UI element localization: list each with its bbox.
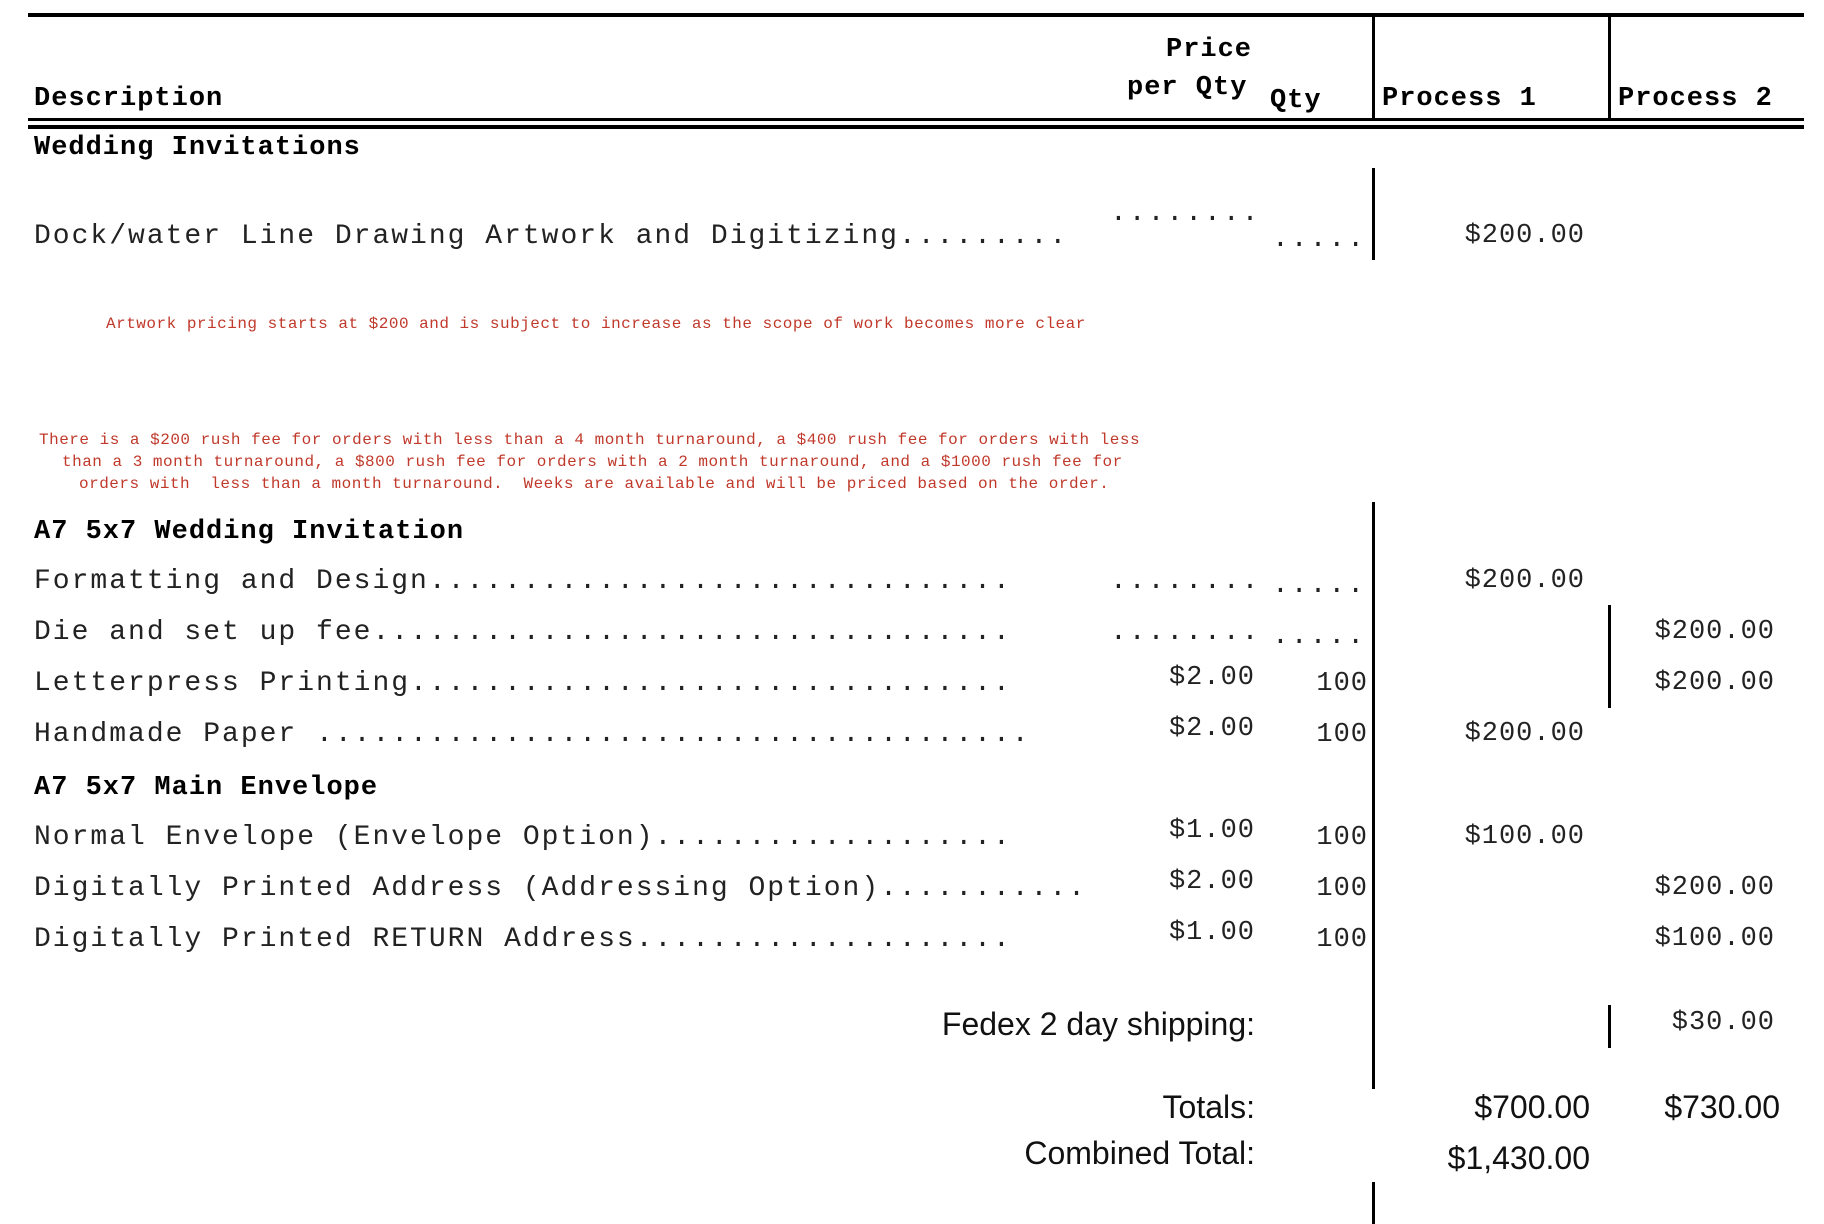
item-label-address: Digitally Printed Address (Addressing Option)........... xyxy=(34,873,1087,904)
section-heading-a7-envelope: A7 5x7 Main Envelope xyxy=(34,773,379,803)
column-header-price-line1: Price xyxy=(1166,35,1253,65)
top-rule xyxy=(28,13,1804,17)
shipping-label: Fedex 2 day shipping: xyxy=(941,1006,1255,1042)
item-price-return-address: $1.00 xyxy=(1168,918,1255,948)
column-header-process2: Process 2 xyxy=(1618,84,1773,114)
row-divider-bottom xyxy=(1372,1182,1375,1224)
section-heading-wedding-invitations: Wedding Invitations xyxy=(34,133,361,163)
row-divider-artwork xyxy=(1372,168,1375,260)
item-label-envelope: Normal Envelope (Envelope Option)................... xyxy=(34,822,1012,853)
item-price-address: $2.00 xyxy=(1168,867,1255,897)
item-process1-artwork: $200.00 xyxy=(1464,221,1585,251)
item-process1-envelope: $100.00 xyxy=(1464,822,1585,852)
row-divider-process1-main xyxy=(1372,502,1375,1089)
item-label-return-address: Digitally Printed RETURN Address.................... xyxy=(34,924,1012,955)
item-label-die: Die and set up fee.................................. xyxy=(34,617,1012,648)
header-divider-process2 xyxy=(1608,15,1611,119)
section-heading-a7-invitation: A7 5x7 Wedding Invitation xyxy=(34,517,465,547)
item-process2-letterpress: $200.00 xyxy=(1654,668,1775,698)
item-price-paper: $2.00 xyxy=(1168,714,1255,744)
item-process2-die: $200.00 xyxy=(1654,617,1775,647)
combined-total-value: $1,430.00 xyxy=(1447,1140,1590,1176)
item-qty-envelope: 100 xyxy=(1316,823,1368,853)
item-price-artwork: ........ xyxy=(1110,198,1261,229)
column-header-qty: Qty xyxy=(1270,86,1322,116)
item-qty-artwork: ..... xyxy=(1272,224,1367,255)
item-qty-return-address: 100 xyxy=(1316,925,1368,955)
header-divider-process1 xyxy=(1372,15,1375,119)
item-label-artwork: Dock/water Line Drawing Artwork and Digitizing......... xyxy=(34,221,1069,252)
item-price-die: ........ xyxy=(1110,617,1261,648)
item-price-envelope: $1.00 xyxy=(1168,816,1255,846)
item-qty-paper: 100 xyxy=(1316,720,1368,750)
item-qty-die: ..... xyxy=(1272,621,1367,652)
header-rule-upper xyxy=(28,118,1804,121)
item-label-paper: Handmade Paper ...................................... xyxy=(34,719,1031,750)
column-header-price-line2: per Qty xyxy=(1127,73,1248,103)
item-qty-letterpress: 100 xyxy=(1316,669,1368,699)
totals-label: Totals: xyxy=(1162,1089,1255,1125)
item-price-letterpress: $2.00 xyxy=(1168,663,1255,693)
column-header-description: Description xyxy=(34,84,224,114)
header-rule-lower xyxy=(28,125,1804,129)
item-qty-formatting: ..... xyxy=(1272,570,1367,601)
item-label-letterpress: Letterpress Printing................................ xyxy=(34,668,1012,699)
combined-total-label: Combined Total: xyxy=(1024,1135,1255,1171)
rush-fee-note-line1: There is a $200 rush fee for orders with less than a 4 month turnaround, a $400 rush fee for orders with less xyxy=(39,431,1141,449)
totals-process2: $730.00 xyxy=(1664,1089,1780,1125)
item-process1-paper: $200.00 xyxy=(1464,719,1585,749)
rush-fee-note-line2: than a 3 month turnaround, a $800 rush fee for orders with a 2 month turnaround, and a $1000 rush fee for xyxy=(62,453,1123,471)
column-header-process1: Process 1 xyxy=(1382,84,1537,114)
row-divider-process2-shipping xyxy=(1608,1005,1611,1048)
shipping-process2: $30.00 xyxy=(1671,1008,1775,1038)
item-process1-formatting: $200.00 xyxy=(1464,566,1585,596)
item-qty-address: 100 xyxy=(1316,874,1368,904)
row-divider-process2-die xyxy=(1608,605,1611,708)
artwork-pricing-note: Artwork pricing starts at $200 and is subject to increase as the scope of work becomes more clear xyxy=(106,315,1086,333)
rush-fee-note-line3: orders with less than a month turnaround. Weeks are available and will be priced based on the order. xyxy=(79,475,1110,493)
totals-process1: $700.00 xyxy=(1474,1089,1590,1125)
item-price-formatting: ........ xyxy=(1110,566,1261,597)
item-label-formatting: Formatting and Design............................... xyxy=(34,566,1012,597)
item-process2-return-address: $100.00 xyxy=(1654,924,1775,954)
item-process2-address: $200.00 xyxy=(1654,873,1775,903)
